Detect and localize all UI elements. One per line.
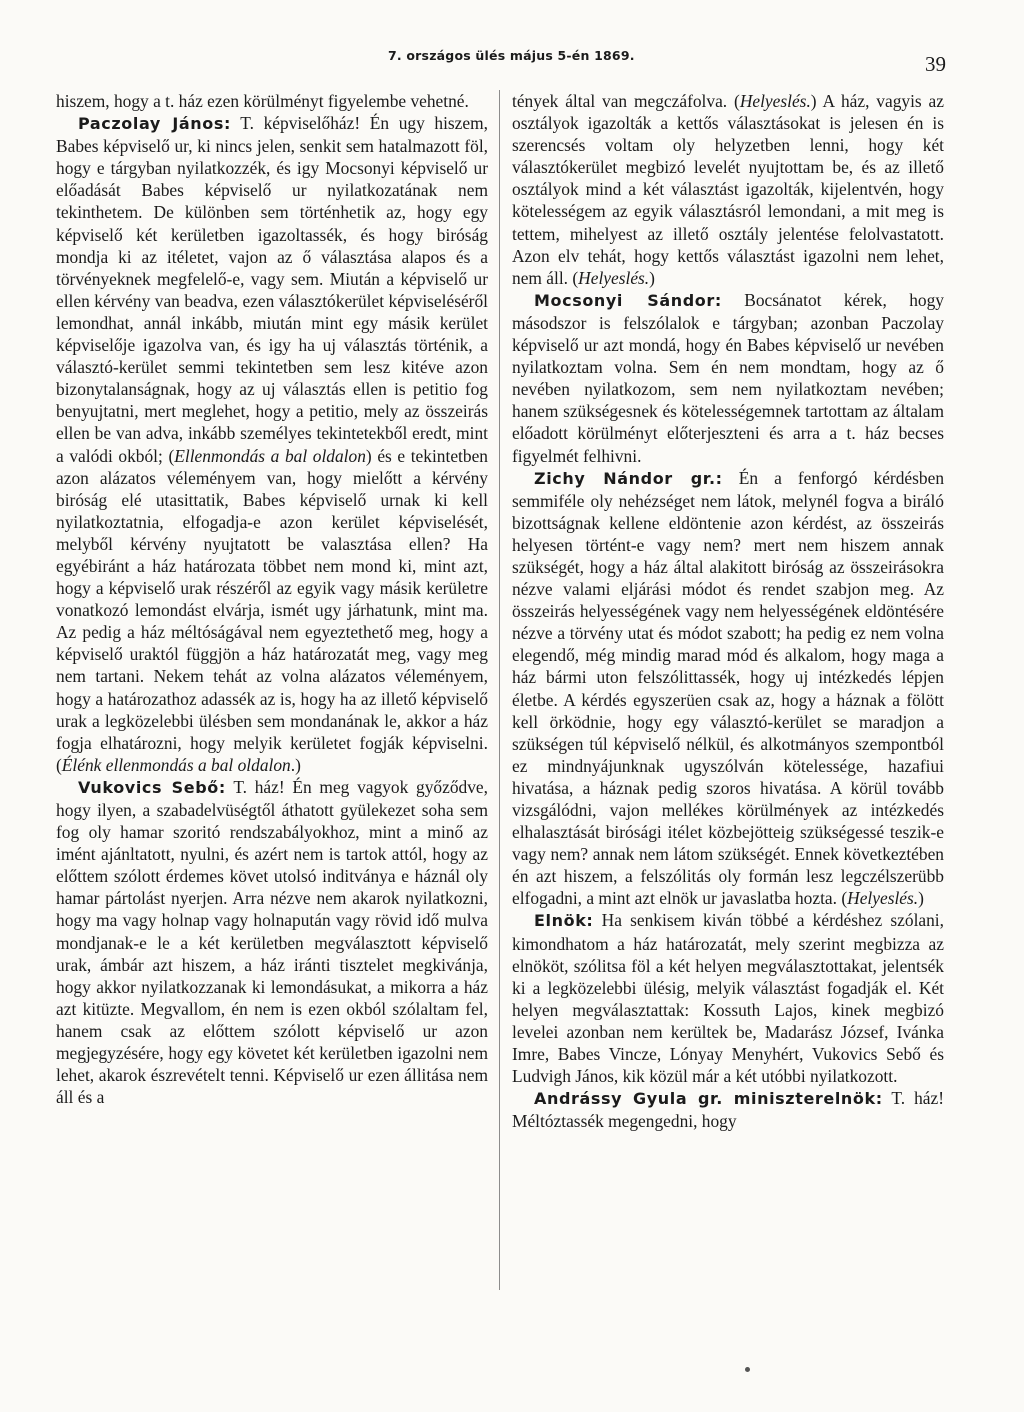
speech-text: T. ház! Én meg vagyok győződve, hogy ilyen, a szabadelvüségtől áthatott gyülekezet soha sem fog oly hamar szoritó rendszabályokhoz, mint a minő az imént ajánltatott, nyulni, és azért nem is tartok attól, hogy az előttem szólott érdemes követ utolsó inditványa e háznál oly hamar pártolást nyerjen. Arra nézve nem akarok nyilatkozni, hogy ma vagy holnap vagy holnapután vagy rövid idő mulva mondjanak-e le a két kerületben megválasztott képviselő urak, ámbár azt hiszem, a ház iránti tisztelet megkivánja, hogy akkor nyilatkozzanak ki lemondásukat, a mikorra a ház azt kitüzte. Megvallom, én nem is ezen okból szólaltam fel, hanem csak az előttem szólott képviselő ur azon megjegyzésére, hogy egy követet két kerületben igazolni nem lehet, akarok észrevételt tenni. Képviselő ur ezen állitása nem áll és a — [56, 776, 488, 1108]
speaker-name: Elnök: — [534, 911, 594, 931]
speaker-name: Zichy Nándor gr.: — [534, 468, 723, 488]
paragraph-continuation — [56, 90, 488, 112]
speaker-name: Paczolay János: — [78, 114, 231, 134]
speech-zichy — [512, 467, 944, 910]
remark-italic: Ellenmondás a bal oldalon — [174, 445, 366, 466]
page-mark — [745, 1367, 750, 1372]
speech-paczolay — [56, 112, 488, 776]
speech-text: tények által van megczáfolva. ( — [512, 91, 740, 111]
speech-text: Ha senkisem kiván többé a kérdéshez szólani, kimondhatom a ház határozatát, mely szerint megbizza az elnököt, szólitsa föl a két helyen megválasztottakat, jelentsék ki a legközelebbi ülésig, melyik választást fogadják el. Két helyen megválasztattak: Kossuth Lajos, kinek megbizó levelei azonban nem kerültek be, Madarász József, Ivánka Imre, Babes Vincze, Lónyay Menyhért, Vukovics Sebő és Ludvigh János, kik közül már a két utóbbi nyilatkozott. — [512, 910, 944, 1087]
speech-text: ) — [649, 267, 655, 288]
speech-text: T. képviselőház! Én ugy hiszem, Babes képviselő ur, ki nincs jelen, senkit sem hatalmazott föl, hogy e tárgyban nyilatkozzék, és igy Mocsonyi képviselő ur előadását Babes képviselő ur nyilatkozatának nem tekinthetem. De különben sem történhetik az, hogy egy képviselő két kerületben igazoltassék, és hogy biróság mondja ki az itéletet, vajon az ő választása alapos és a törvényeknek megfelelő-e, vagy sem. Miután a képviselő ur ellen kérvény van beadva, ezen választókerület képviseléséről lemondhat, annál inkább, miután mint egy másik kerület képviselője igazolva van, és igy ha uj választás történik, a választó-kerület semmi tekintetben sem lesz kitéve azon bizonytalanságnak, hogy az uj választás ellen is petitio fog benyujtatni, mert meglehet, hogy a petitio, mely az összeirás ellen be van adva, inkább személyes tekintetekből eredt, mint a valódi okból; ( — [56, 113, 488, 466]
page-header — [0, 48, 1024, 82]
speech-vukovics — [56, 776, 488, 1108]
speaker-name: Andrássy Gyula gr. miniszterelnök: — [534, 1089, 883, 1109]
remark-italic: Helyeslés. — [847, 888, 919, 909]
remark-italic: Élénk ellenmondás a bal oldalon — [61, 754, 291, 775]
running-head: 7. országos ülés május 5-én 1869. — [388, 48, 635, 63]
remark-italic: Helyeslés. — [739, 91, 811, 111]
paragraph-text: hiszem, hogy a t. ház ezen körülményt figyelembe vehetné. — [56, 91, 469, 111]
speech-text: ) — [918, 888, 924, 909]
speaker-name: Mocsonyi Sándor: — [534, 290, 722, 310]
speech-andrassy — [512, 1087, 944, 1132]
left-column — [56, 90, 488, 1108]
page-number: 39 — [925, 52, 946, 76]
speech-text: .) — [290, 754, 301, 775]
paragraph-continuation — [512, 90, 944, 289]
speech-text: ) A ház, vagyis az osztályok igazolták a kettős választásokat is jelesen én is szerencsés voltam oly helyzetben lenni, hogy két választókerület megbizó levelét nyujtottam be, és az illető osztályok mind a két választást igazolták, kijelentvén, hogy kötelességem az egyik választásról lemondani, a mit meg is tettem, mihelyest az illető osztály jelentése felolvastatott. Azon elv tehát, hogy kettős választást igazolni nem lehet, nem áll. ( — [512, 91, 944, 288]
speaker-name: Vukovics Sebő: — [78, 777, 226, 797]
speech-text: T. ház! Méltóztassék megengedni, hogy — [512, 1088, 944, 1132]
speech-text: Bocsánatot kérek, hogy másodszor is felszólalok e tárgyban; azonban Paczolay képviselő ur azt mondá, hogy én Babes képviselő ur nevében nyilatkoztam volna. Sem én nem mondtam, hogy az ő nevében nyilatkozom, sem nem nyilatkoztam nevében; hanem szükségesnek és kötelességemnek tartottam az általam előadott körülményt előterjeszteni és arra a t. ház becses figyelmét felhivni. — [512, 289, 944, 466]
remark-italic: Helyeslés. — [578, 267, 650, 288]
speech-text: Én a fenforgó kérdésben semmiféle oly nehézséget nem látok, melynél fogva a biráló bizottságnak kellene eldöntenie azon kérdést, az összeirás helyesen történt-e vagy nem? mert nem hiszem annak szükségét, hogy a ház által alakitott biróság az összeirásokra nézve valami eljárási módot és rendet szabjon meg. Az összeirás helyességének vagy nem helyességének eldöntésére nézve a törvény utat és módot szabott; ha pedig ez nem volna elegendő, még mindig marad mód és alkalom, hogy maga a ház bármi uton felszólittassék, hogy uj intézkedés lépjen életbe. A kérdés egyszerüen csak az, hogy a háznak a fölött kell örködnie, hogy egy választó-kerület se maradjon a szükségen túl képviselő nélkül, és alkotmányos szempontból ez mindnyájunknak ugyszólván kötelessége, hazafiui hivatása, a háznak pedig szoros hivatása. A körül tovább vizsgálódni, vajon mellékes körülmények az intézkedés elhalasztását birósági itélet közbejötteig szükségessé teszik-e vagy nem? annak nem látom szükségét. Ennek következtében én azt hiszem, a felszólitás oly formán lesz legczélszerübb elfogadni, a mint azt elnök ur javaslatba hozta. ( — [512, 467, 945, 909]
column-divider — [499, 90, 500, 1290]
speech-text: ) és e tekintetben azon alázatos véleményem van, hogy mielőtt a kérvény biróság elé utasittatik, Babes képviselő urnak ki kell nyilatkoztatnia, elfogadja-e azon kerület képviselését, melyből kérvény nyujtatott be valasztása ellen? Ha egyébiránt a ház határozata többet nem mond ki, mint azt, hogy a képviselő urak részéről az egyik vagy másik kerületre vonatkozó lemondást elvárja, ismét ugy járhatunk, mint ma. Az pedig a ház méltóságával nem egyeztethető meg, hogy a képviselő uraktól függjön a ház határozatát meg, vagy meg nem tartani. Nekem tehát az volna alázatos véleményem, hogy a határozathoz adassék az is, hogy ha az illető képviselő urak a legközelebbi ülésben sem mondanának le, akkor a ház fogja elhatározni, hogy melyik kerületet fogják képviselni. ( — [56, 445, 488, 775]
speech-mocsonyi — [512, 289, 944, 467]
right-column — [512, 90, 944, 1132]
speech-elnok — [512, 909, 944, 1087]
